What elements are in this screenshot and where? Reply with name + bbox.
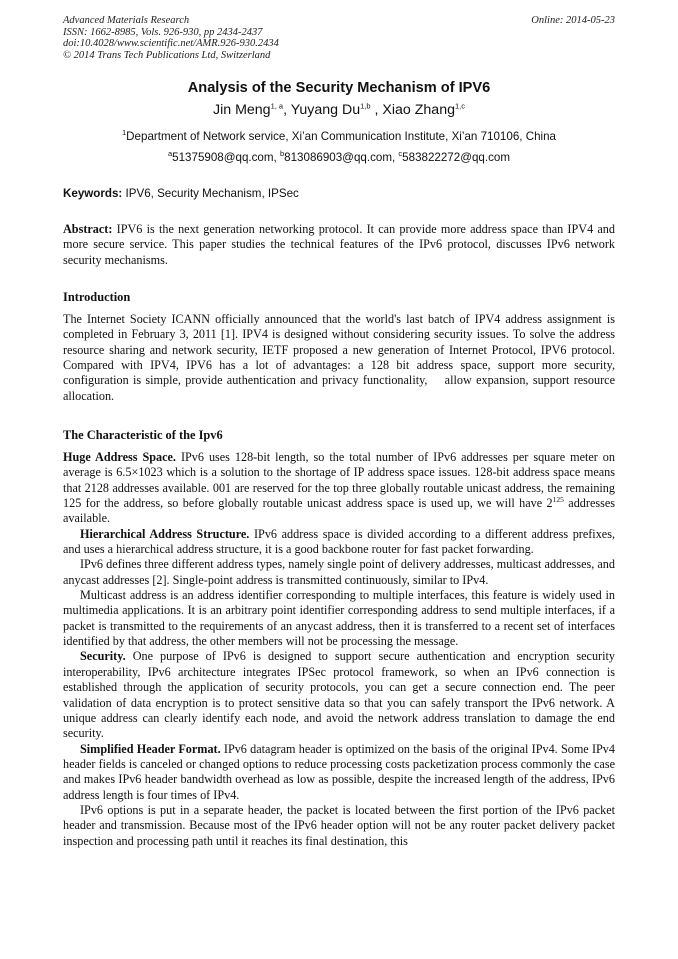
doi-line: doi:10.4028/www.scientific.net/AMR.926-930.2434 bbox=[63, 38, 279, 50]
email-address: 583822272@qq.com bbox=[402, 151, 510, 164]
journal-name: Advanced Materials Research bbox=[63, 15, 190, 26]
paper-title: Analysis of the Security Mechanism of IPV6 bbox=[187, 80, 491, 96]
affil-mark: 1 bbox=[122, 128, 127, 138]
paragraph: The Internet Society ICANN officially announced that the world's last batch of IPV4 address assignment is completed in February 3, 2011 [1]. IPV4 is designed without considering security issues. To solve the address resource sharing and network security, IETF proposed a new generation of Internet Protocol, IPV6 protocol. Compared with IPV4, IPV6 has a lot of advantages: a 128 bit address space, support more security, configuration is simple, provide authentication and privacy functionality, allow expansion, support resource allocation. bbox=[63, 312, 615, 403]
paragraph-options: IPv6 options is put in a separate header, the packet is located between the first portion of the IPv6 packet header and transmission. Because most of the IPv6 header option will not be any router packet delivery packet inspection and processing path until it reaches its final destination, this bbox=[63, 802, 615, 848]
email-mark: a bbox=[167, 149, 173, 159]
run-in-heading: Hierarchical Address Structure. bbox=[80, 526, 250, 541]
abstract bbox=[63, 222, 615, 268]
affiliation bbox=[63, 129, 615, 144]
characteristic-body bbox=[63, 450, 615, 849]
exponent: 125 bbox=[552, 494, 564, 504]
run-in-heading: Simplified Header Format. bbox=[80, 741, 221, 756]
email-mark: b bbox=[279, 149, 285, 159]
keywords-label: Keywords: bbox=[63, 187, 123, 200]
author-affil-mark: 1,b bbox=[360, 101, 371, 111]
author-name: , Xiao Zhang bbox=[370, 102, 455, 118]
paragraph-header-format: Simplified Header Format. IPv6 datagram header is optimized on the basis of the original IPv4. Some IPv4 header fields is canceled or changed options to reduce processing costs packetization process commonly the case and makes IPv6 header bandwidth overhead as low as possible, despite the increased length of the address, IPv6 address length is four times of IPv4. bbox=[63, 741, 615, 802]
keywords-text: IPV6, Security Mechanism, IPSec bbox=[122, 187, 299, 200]
author-name: Jin Meng bbox=[213, 102, 271, 118]
journal-header bbox=[63, 15, 615, 61]
author-name: , Yuyang Du bbox=[283, 102, 361, 118]
paragraph-hierarchical: Hierarchical Address Structure. IPv6 address space is divided according to a different address prefixes, and uses a hierarchical address structure, it is a good backbone router for fast packet forwarding. bbox=[63, 526, 615, 557]
email-mark: c bbox=[398, 149, 403, 159]
abstract-text: IPV6 is the next generation networking protocol. It can provide more address space than IPV4 and more secure service. This paper studies the technical features of the IPv6 protocol, discusses IPv6 network security mechanisms. bbox=[63, 222, 615, 267]
paragraph-multicast: Multicast address is an address identifier corresponding to multiple interfaces, this feature is widely used in multimedia applications. It is an arbitrary point identifier corresponding address to send multiple interfaces, if a packet is transmitted to the requirements of an anycast address, then it is transferred to a recent set of interfaces identified by that address, the other members will not be processing the message. bbox=[63, 588, 615, 649]
author-line bbox=[63, 101, 615, 119]
introduction-body bbox=[63, 312, 615, 404]
online-date: Online: 2014-05-23 bbox=[531, 15, 615, 26]
email-address: 813086903@qq.com, bbox=[284, 151, 399, 164]
keywords bbox=[63, 186, 615, 201]
affil-text: Department of Network service, Xi’an Communication Institute, Xi’an 710106, China bbox=[126, 130, 556, 143]
paragraph-security: Security. One purpose of IPv6 is designed to support secure authentication and encryption security interoperability, IPv6 architecture integrates IPSec protocol framework, so when an IPv6 connection is established through the application of security protocols, you can get a secure connection end. The peer validation of data encryption is to protect sensitive data so that you can safely transport the IPv6 network. A unique address can clearly identify each node, and avoid the network address translation to damage the end security. bbox=[63, 649, 615, 741]
copyright-line: © 2014 Trans Tech Publications Ltd, Switzerland bbox=[63, 49, 271, 61]
author-affil-mark: 1, a bbox=[270, 101, 284, 111]
section-heading-characteristic: The Characteristic of the Ipv6 bbox=[63, 428, 223, 442]
run-in-heading: Security. bbox=[80, 649, 126, 664]
paragraph-address-types: IPv6 defines three different address types, namely single point of delivery addresses, multicast addresses, and anycast addresses [2]. Single-point address is transmitted continuously, similar to IPv4. bbox=[63, 557, 615, 587]
section-heading-introduction: Introduction bbox=[63, 290, 131, 304]
email-address: 51375908@qq.com, bbox=[172, 151, 280, 164]
email-line bbox=[63, 150, 615, 165]
issn-line: ISSN: 1662-8985, Vols. 926-930, pp 2434-2437 bbox=[63, 26, 263, 38]
paragraph-huge-address: Huge Address Space. IPv6 uses 128-bit length, so the total number of IPv6 addresses per square meter on average is 6.5×1023 which is a solution to the shortage of IP address space issues. 128-bit address space means that 2128 addresses available. 001 are reserved for the top three globally routable unicast address, the remaining 125 for the address, so before globally routable unicast address space is used up, we will have $2^{125}$ addresses available. bbox=[63, 450, 615, 526]
author-affil-mark: 1,c bbox=[454, 101, 465, 111]
run-in-heading: Huge Address Space. bbox=[63, 450, 176, 464]
abstract-label: Abstract: bbox=[63, 222, 113, 236]
